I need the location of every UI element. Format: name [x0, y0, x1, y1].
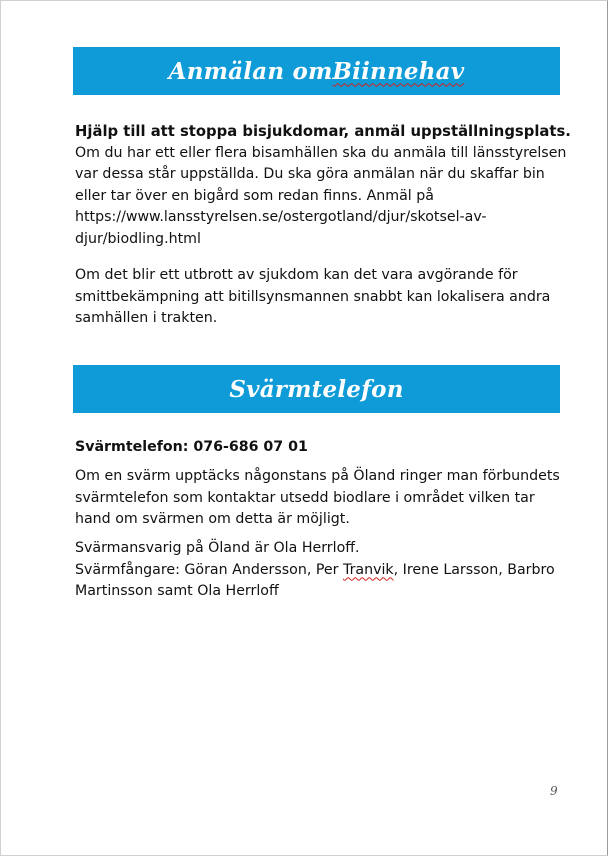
- section-heading-biinnehav: [73, 47, 560, 95]
- catchers-line: [75, 560, 575, 582]
- phone-line: [75, 437, 575, 459]
- body-line: Om det blir ett utbrott av sjukdom kan det vara avgörande för: [75, 267, 518, 283]
- section1-paragraph-2: [75, 265, 575, 330]
- catchers-text: Svärmfångare: Göran Andersson, Per: [75, 561, 343, 578]
- body-line: smittbekämpning att bitillsynsmannen snabbt kan lokalisera andra: [75, 288, 551, 305]
- section2-paragraph-2: [75, 538, 575, 603]
- url-line: djur/biodling.html: [75, 230, 201, 247]
- url-line: https://www.lansstyrelsen.se/ostergotland/djur/skotsel-av-: [75, 209, 487, 225]
- heading-text: Anmälan om: [168, 57, 333, 85]
- section-heading-svarmtelefon: Svärmtelefon: [73, 365, 560, 413]
- body-line: var dessa står uppställda. Du ska göra anmälan när du skaffar bin: [75, 166, 545, 182]
- responsible-line: Svärmansvarig på Öland är Ola Herrloff.: [75, 540, 360, 556]
- body-line: svärmtelefon som kontaktar utsedd biodlare i området vilken tar: [75, 489, 535, 506]
- body-line: samhällen i trakten.: [75, 310, 218, 326]
- page-number: 9: [550, 784, 558, 798]
- phone-number: Svärmtelefon: 076-686 07 01: [75, 439, 308, 455]
- lead-paragraph: Hjälp till att stoppa bisjukdomar, anmäl uppställningsplats.: [75, 123, 571, 140]
- body-line: hand om svärmen om detta är möjligt.: [75, 511, 350, 527]
- catchers-line-2: Martinsson samt Ola Herrloff: [75, 583, 279, 599]
- heading-misspelled-word: Biinnehav: [332, 57, 465, 85]
- catchers-text: , Irene Larsson, Barbro: [393, 561, 555, 578]
- body-line: Om en svärm upptäcks någonstans på Öland ringer man förbundets: [75, 468, 560, 484]
- body-line: eller tar över en bigård som redan finns. Anmäl på: [75, 187, 434, 204]
- body-line: Om du har ett eller flera bisamhällen ska du anmäla till länsstyrelsen: [75, 144, 567, 161]
- section2-paragraph-1: [75, 466, 575, 531]
- section1-body: [75, 121, 575, 250]
- misspelled-name: Tranvik: [342, 561, 394, 578]
